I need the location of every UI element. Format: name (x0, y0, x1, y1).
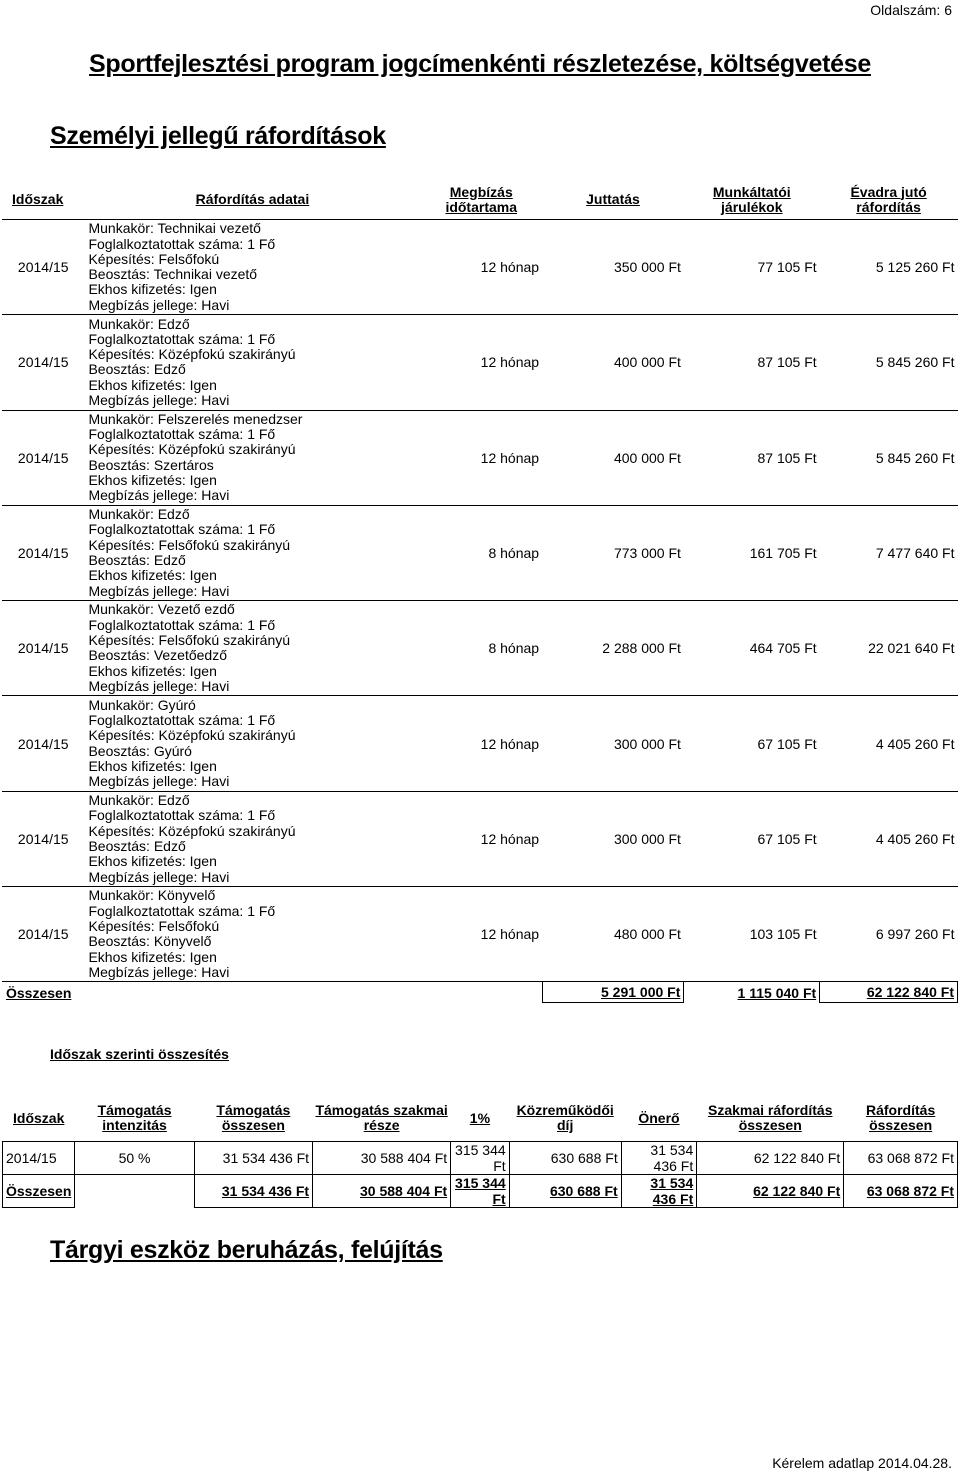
summary-total-cell (75, 1175, 194, 1208)
summary-total-cell: 31 534 436 Ft (621, 1175, 697, 1208)
detail-line: Munkakör: Technikai vezető (88, 220, 261, 237)
summary-cell: 630 688 Ft (509, 1142, 621, 1175)
summary-total-cell: 315 344 Ft (451, 1175, 509, 1208)
detail-line: Munkakör: Gyúró (88, 696, 196, 713)
row-contributions: 77 105 Ft (684, 220, 820, 315)
summary-column-header: Közreműködői díj (516, 1102, 614, 1133)
summary-cell: 2014/15 (3, 1142, 75, 1175)
row-duration: 12 hónap (420, 410, 542, 505)
row-period: 2014/15 (2, 505, 84, 600)
row-details (84, 505, 420, 600)
detail-line: Munkakör: Edző (88, 792, 190, 809)
summary-column-header: Időszak (13, 1109, 65, 1126)
detail-line: Megbízás jellege: Havi (88, 296, 230, 313)
row-season-cost: 7 477 640 Ft (820, 505, 958, 600)
row-duration: 12 hónap (420, 220, 542, 315)
detail-line: Képesítés: Középfokú szakirányú (88, 727, 296, 744)
personnel-costs-table (2, 180, 958, 1003)
table-row (2, 696, 958, 791)
row-details (84, 887, 420, 982)
row-period: 2014/15 (2, 791, 84, 886)
column-header-period: Időszak (12, 191, 64, 207)
summary-total-cell: 62 122 840 Ft (697, 1175, 844, 1208)
detail-line: Beosztás: Edző (88, 361, 186, 378)
detail-line: Beosztás: Gyúró (88, 742, 192, 759)
row-season-cost: 22 021 640 Ft (820, 601, 958, 696)
summary-column-header: Szakmai ráfordítás összesen (707, 1102, 833, 1133)
row-duration: 8 hónap (420, 601, 542, 696)
footer-text: Kérelem adatlap 2014.04.28. (772, 1455, 952, 1471)
detail-line: Képesítés: Felsőfokú (88, 917, 220, 934)
table-row (2, 505, 958, 600)
row-contributions: 67 105 Ft (684, 696, 820, 791)
row-pay: 480 000 Ft (542, 887, 684, 982)
detail-line: Ekhos kifizetés: Igen (88, 281, 217, 298)
detail-line: Ekhos kifizetés: Igen (88, 567, 217, 584)
row-contributions: 87 105 Ft (684, 315, 820, 410)
summary-total-cell: Összesen (3, 1175, 75, 1208)
row-details (84, 601, 420, 696)
detail-line: Képesítés: Középfokú szakirányú (88, 441, 296, 458)
detail-line: Megbízás jellege: Havi (88, 487, 230, 504)
summary-cell: 62 122 840 Ft (697, 1142, 844, 1175)
detail-line: Ekhos kifizetés: Igen (88, 853, 217, 870)
table-row (2, 220, 958, 315)
summary-cell: 50 % (75, 1142, 194, 1175)
detail-line: Beosztás: Edző (88, 552, 186, 569)
row-details (84, 410, 420, 505)
detail-line: Képesítés: Felsőfokú szakirányú (88, 536, 291, 553)
detail-line: Beosztás: Edző (88, 837, 186, 854)
row-period: 2014/15 (2, 410, 84, 505)
detail-line: Foglalkoztatottak száma: 1 Fő (88, 235, 276, 252)
detail-line: Képesítés: Középfokú szakirányú (88, 346, 296, 363)
row-duration: 12 hónap (420, 696, 542, 791)
row-details (84, 791, 420, 886)
summary-total-cell: 31 534 436 Ft (194, 1175, 312, 1208)
summary-column-header: Támogatás szakmai része (315, 1102, 448, 1133)
row-period: 2014/15 (2, 887, 84, 982)
summary-cell: 63 068 872 Ft (844, 1142, 958, 1175)
detail-line: Foglalkoztatottak száma: 1 Fő (88, 521, 276, 538)
column-header-details: Ráfordítás adatai (195, 191, 310, 207)
row-period: 2014/15 (2, 220, 84, 315)
column-header-duration: Megbízás időtartama (445, 183, 518, 215)
row-pay: 400 000 Ft (542, 315, 684, 410)
detail-line: Foglalkoztatottak száma: 1 Fő (88, 902, 276, 919)
row-pay: 300 000 Ft (542, 696, 684, 791)
row-contributions: 87 105 Ft (684, 410, 820, 505)
assets-section-title: Tárgyi eszköz beruházás, felújítás (50, 1236, 443, 1264)
detail-line: Megbízás jellege: Havi (88, 582, 230, 599)
row-season-cost: 5 125 260 Ft (820, 220, 958, 315)
detail-line: Beosztás: Vezetőedző (88, 647, 228, 664)
summary-column-header: Támogatás összesen (216, 1102, 291, 1133)
period-summary-table (2, 1095, 958, 1208)
detail-line: Beosztás: Technikai vezető (88, 266, 258, 283)
row-contributions: 464 705 Ft (684, 601, 820, 696)
detail-line: Képesítés: Felsőfokú szakirányú (88, 632, 291, 649)
summary-total-cell: 630 688 Ft (509, 1175, 621, 1208)
detail-line: Megbízás jellege: Havi (88, 773, 230, 790)
row-period: 2014/15 (2, 696, 84, 791)
row-details (84, 696, 420, 791)
table-header-row (2, 180, 958, 220)
row-period: 2014/15 (2, 315, 84, 410)
detail-line: Ekhos kifizetés: Igen (88, 376, 217, 393)
table-row (2, 315, 958, 410)
summary-column-header: Támogatás intenzitás (97, 1102, 172, 1133)
summary-cell: 315 344 Ft (451, 1142, 509, 1175)
detail-line: Munkakör: Vezető ezdő (88, 601, 235, 618)
detail-line: Ekhos kifizetés: Igen (88, 948, 217, 965)
row-season-cost: 5 845 260 Ft (820, 410, 958, 505)
table-row (2, 601, 958, 696)
detail-line: Foglalkoztatottak száma: 1 Fő (88, 426, 276, 443)
detail-line: Foglalkoztatottak száma: 1 Fő (88, 616, 276, 633)
summary-column-header: Önerő (638, 1109, 680, 1126)
summary-total-cell: 30 588 404 Ft (313, 1175, 451, 1208)
row-period: 2014/15 (2, 601, 84, 696)
page-number: Oldalszám: 6 (870, 2, 952, 18)
detail-line: Beosztás: Szertáros (88, 456, 214, 473)
detail-line: Foglalkoztatottak száma: 1 Fő (88, 807, 276, 824)
summary-total-cell: 63 068 872 Ft (844, 1175, 958, 1208)
row-season-cost: 5 845 260 Ft (820, 315, 958, 410)
detail-line: Megbízás jellege: Havi (88, 868, 230, 885)
total-pay: 5 291 000 Ft (542, 982, 684, 1003)
detail-line: Megbízás jellege: Havi (88, 392, 230, 409)
main-title: Sportfejlesztési program jogcímenkénti részletezése, költségvetése (89, 50, 871, 78)
detail-line: Beosztás: Könyvelő (88, 933, 212, 950)
table-row (2, 887, 958, 982)
row-duration: 12 hónap (420, 315, 542, 410)
summary-header-row (3, 1095, 958, 1142)
summary-cell: 31 534 436 Ft (194, 1142, 312, 1175)
table-row (2, 410, 958, 505)
detail-line: Ekhos kifizetés: Igen (88, 662, 217, 679)
column-header-season-cost: Évadra jutó ráfordítás (850, 183, 927, 215)
summary-column-header: Ráfordítás összesen (866, 1102, 936, 1133)
total-spacer (420, 982, 542, 1003)
detail-line: Munkakör: Felszerelés menedzser (88, 410, 303, 427)
summary-total-row (3, 1175, 958, 1208)
row-details (84, 220, 420, 315)
column-header-contributions: Munkáltatói járulékok (712, 183, 791, 215)
row-season-cost: 4 405 260 Ft (820, 791, 958, 886)
detail-line: Munkakör: Edző (88, 315, 190, 332)
row-season-cost: 6 997 260 Ft (820, 887, 958, 982)
detail-line: Képesítés: Középfokú szakirányú (88, 822, 296, 839)
total-spacer (84, 982, 420, 1003)
row-pay: 300 000 Ft (542, 791, 684, 886)
summary-column-header: 1% (469, 1109, 491, 1126)
detail-line: Megbízás jellege: Havi (88, 677, 230, 694)
personnel-section-title: Személyi jellegű ráfordítások (50, 122, 386, 150)
detail-line: Foglalkoztatottak száma: 1 Fő (88, 330, 276, 347)
row-duration: 12 hónap (420, 887, 542, 982)
row-season-cost: 4 405 260 Ft (820, 696, 958, 791)
detail-line: Megbízás jellege: Havi (88, 963, 230, 980)
column-header-pay: Juttatás (586, 191, 640, 207)
row-contributions: 103 105 Ft (684, 887, 820, 982)
summary-cell: 31 534 436 Ft (621, 1142, 697, 1175)
period-summary-title: Időszak szerinti összesítés (50, 1046, 229, 1062)
row-contributions: 161 705 Ft (684, 505, 820, 600)
total-row (2, 982, 958, 1003)
detail-line: Képesítés: Felsőfokú (88, 250, 220, 267)
detail-line: Munkakör: Könyvelő (88, 887, 216, 904)
detail-line: Ekhos kifizetés: Igen (88, 472, 217, 489)
total-label: Összesen (2, 982, 84, 1003)
row-pay: 350 000 Ft (542, 220, 684, 315)
summary-cell: 30 588 404 Ft (313, 1142, 451, 1175)
detail-line: Munkakör: Edző (88, 506, 190, 523)
detail-line: Ekhos kifizetés: Igen (88, 757, 217, 774)
detail-line: Foglalkoztatottak száma: 1 Fő (88, 712, 276, 729)
row-contributions: 67 105 Ft (684, 791, 820, 886)
total-contributions: 1 115 040 Ft (684, 982, 820, 1003)
row-pay: 2 288 000 Ft (542, 601, 684, 696)
summary-data-row (3, 1142, 958, 1175)
row-duration: 12 hónap (420, 791, 542, 886)
row-pay: 773 000 Ft (542, 505, 684, 600)
table-row (2, 791, 958, 886)
row-duration: 8 hónap (420, 505, 542, 600)
row-details (84, 315, 420, 410)
total-season-cost: 62 122 840 Ft (820, 982, 958, 1003)
row-pay: 400 000 Ft (542, 410, 684, 505)
